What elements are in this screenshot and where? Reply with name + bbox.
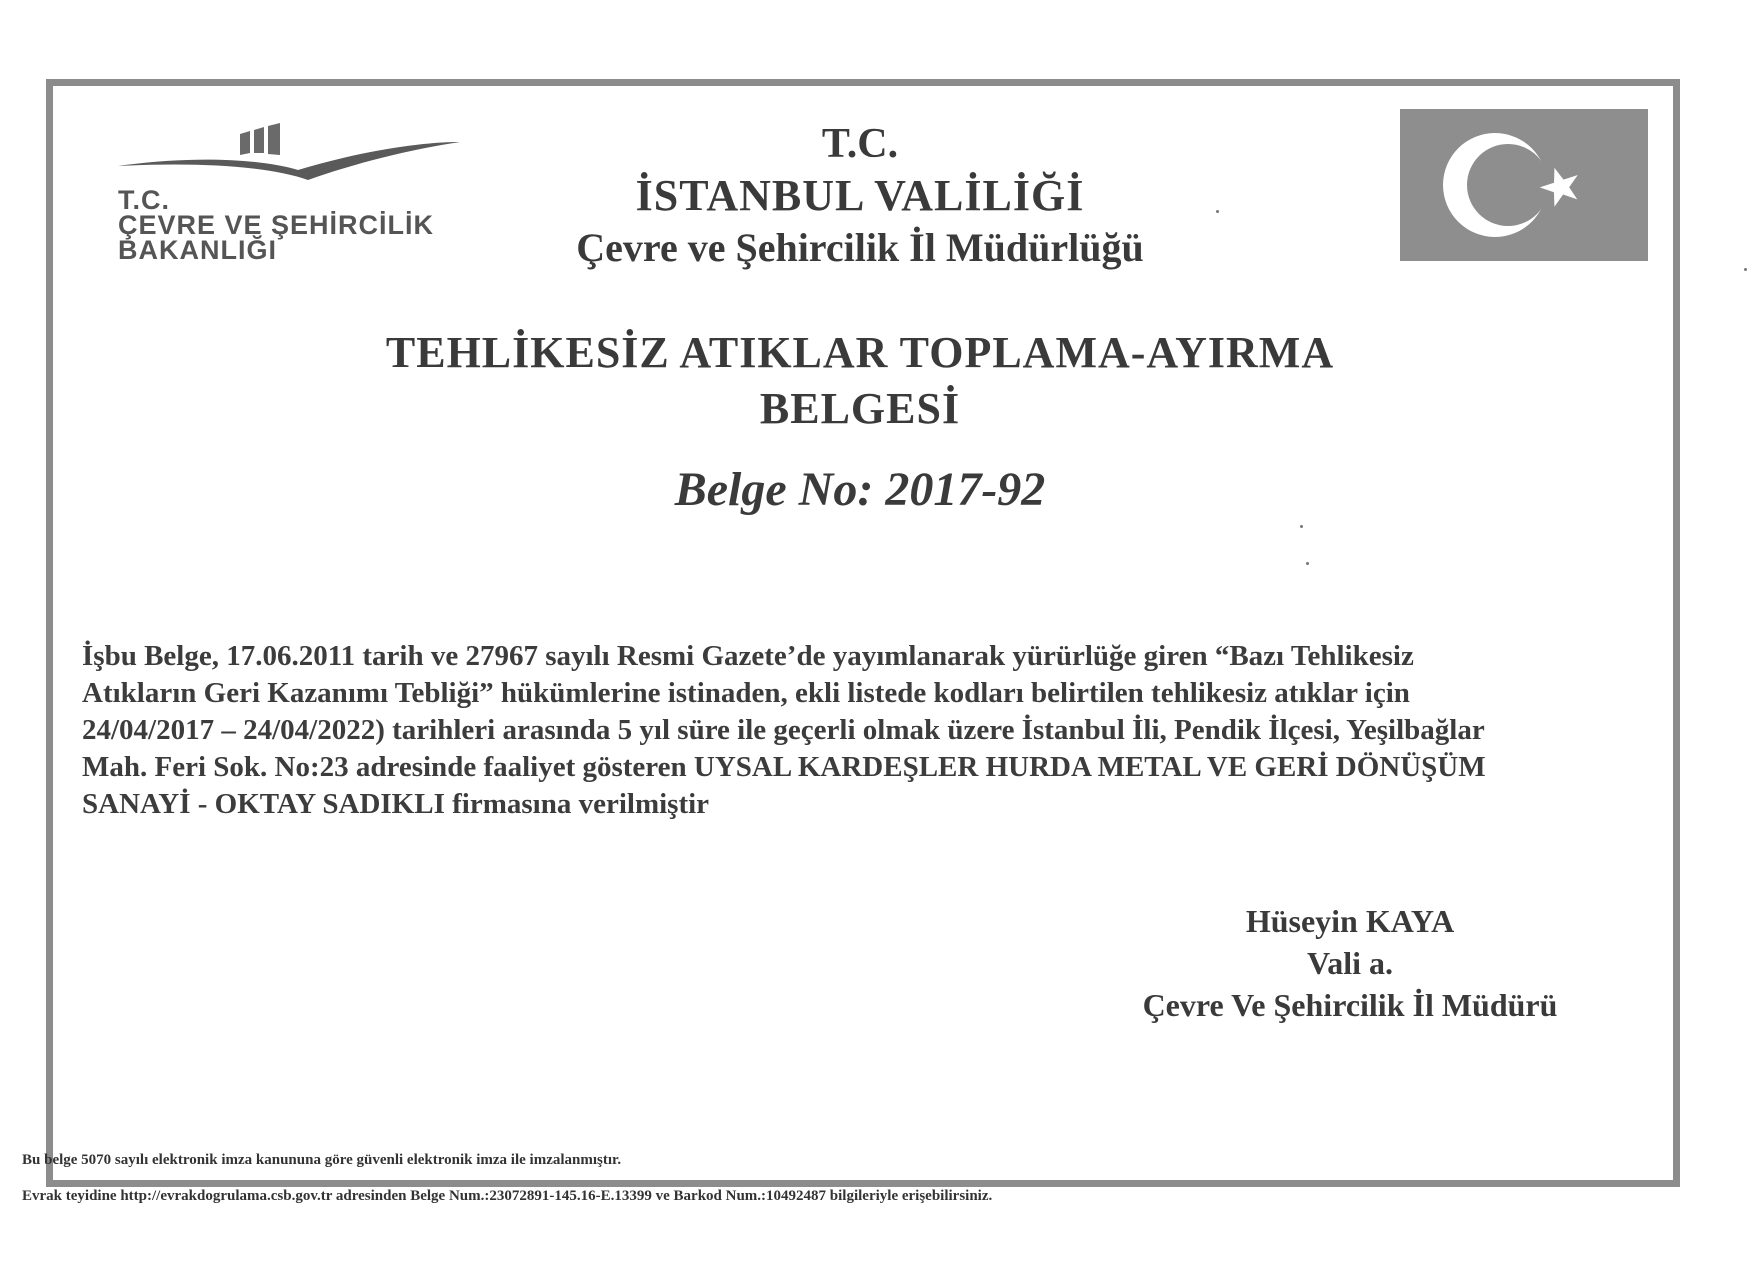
signatory-title: Çevre Ve Şehircilik İl Müdürü	[1142, 987, 1558, 1023]
scan-speck	[1300, 525, 1303, 528]
signatory-role: Vali a.	[1307, 945, 1393, 981]
scan-speck	[1306, 562, 1309, 565]
logo-line-ministry: ÇEVRE VE ŞEHİRCİLİK	[118, 210, 435, 240]
document-title-line2: BELGESİ	[759, 384, 961, 433]
scan-speck	[1216, 210, 1219, 213]
header-mudurluk: Çevre ve Şehircilik İl Müdürlüğü	[576, 225, 1144, 270]
body-line: SANAYİ - OKTAY SADIKLI firmasına verilmiştir	[82, 788, 710, 820]
esignature-notice: Bu belge 5070 sayılı elektronik imza kanununa göre güvenli elektronik imza ile imzalanmıştır.	[22, 1152, 622, 1168]
body-line: Atıkların Geri Kazanımı Tebliği” hükümlerine istinaden, ekli listede kodları belirtilen tehlikesiz atıklar için	[82, 677, 1410, 709]
certificate-body	[82, 638, 1622, 823]
body-line: İşbu Belge, 17.06.2011 tarih ve 27967 sayılı Resmi Gazete’de yayımlanarak yürürlüğe giren “Bazı Tehlikesiz	[82, 640, 1414, 672]
ministry-emblem-icon	[118, 118, 478, 198]
signatory-name: Hüseyin KAYA	[1245, 903, 1455, 939]
ministry-logo	[118, 118, 478, 278]
body-line: 24/04/2017 – 24/04/2022) tarihleri arasında 5 yıl süre ile geçerli olmak üzere İstanbul İli, Pendik İlçesi, Yeşilbağlar	[82, 714, 1485, 746]
header-tc: T.C.	[821, 121, 899, 167]
turkish-flag-icon	[1400, 109, 1648, 261]
scan-speck	[1744, 268, 1747, 271]
document-title	[280, 325, 1440, 437]
logo-line-bakanlik: BAKANLIĞI	[118, 235, 277, 265]
signature-block	[1100, 900, 1600, 1026]
body-line: Mah. Feri Sok. No:23 adresinde faaliyet gösteren UYSAL KARDEŞLER HURDA METAL VE GERİ DÖNÜŞÜM	[82, 751, 1486, 783]
document-title-line1: TEHLİKESİZ ATIKLAR TOPLAMA-AYIRMA	[385, 328, 1335, 377]
verification-notice: Evrak teyidine http://evrakdogrulama.csb.gov.tr adresinden Belge Num.:23072891-145.16-E.13399 ve Barkod Num.:10492487 bilgileriyle erişebilirsiniz.	[22, 1188, 993, 1204]
document-number: Belge No: 2017-92	[674, 463, 1046, 516]
logo-line-tc: T.C.	[118, 185, 171, 215]
issuer-header	[480, 118, 1240, 274]
header-valilik: İSTANBUL VALİLİĞİ	[635, 171, 1085, 220]
